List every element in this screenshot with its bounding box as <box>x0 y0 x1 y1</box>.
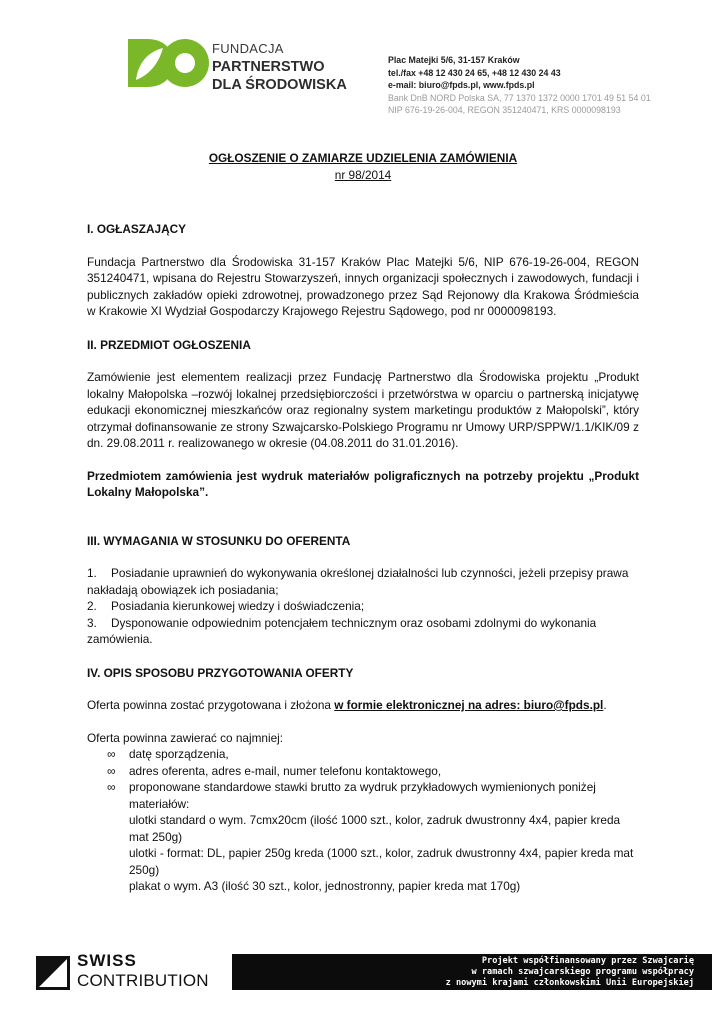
section-2-bold-text: Przedmiotem zamówienia jest wydruk materiałów poligraficznych na potrzeby projektu „Produkt Lokalny Małopolska”. <box>87 468 639 499</box>
contact-ids: NIP 676-19-26-004, REGON 351240471, KRS 0000098193 <box>388 105 621 115</box>
section-2-text: Zamówienie jest elementem realizacji przez Fundację Partnerstwo dla Środowiska projektu „Produkt lokalny Małopolska –rozwój lokalnej przedsiębiorczości i przetwórstwa w oparciu o partnerską inicjatywę edukacji ekonomicznej mieszkańców oraz regionalny system marketingu produktów z Małopolski”, który otrzymał dofinansowanie ze strony Szwajcarsko-Polskiego Programu nr Umowy URP/SPPW/1.1/KIK/09 z dn. 29.08.2011 r. realizowanego w okresie (04.08.2011 do 31.01.2016). <box>87 370 639 450</box>
swiss-flag-icon <box>36 956 70 990</box>
banner-line-2: w ramach szwajcarskiego programu współpracy <box>471 967 694 977</box>
contact-address: Plac Matejki 5/6, 31-157 Kraków <box>388 55 520 65</box>
infinity-bullet-icon: ∞ <box>107 747 116 761</box>
logo-line-3: DLA ŚRODOWISKA <box>212 77 347 93</box>
banner-line-1: Projekt współfinansowany przez Szwajcarię <box>481 956 694 966</box>
offer-email-link[interactable]: w formie elektronicznej na adres: biuro@fpds.pl <box>334 698 604 712</box>
infinity-bullet-icon: ∞ <box>107 780 116 794</box>
swiss-line-1: SWISS <box>77 951 137 970</box>
fundacja-logo-icon <box>125 36 211 90</box>
swiss-line-2: CONTRIBUTION <box>77 971 209 990</box>
banner-line-3: z nowymi krajami członkowskimi Unii Europejskiej <box>445 978 694 988</box>
list-item <box>87 598 639 615</box>
infinity-bullet-icon: ∞ <box>107 763 116 778</box>
offer-contents-intro: Oferta powinna zawierać co najmniej: <box>87 730 284 745</box>
logo-line-2: PARTNERSTWO <box>212 59 325 75</box>
list-text: datę sporządzenia, <box>129 747 229 761</box>
list-number: 2. <box>87 599 97 613</box>
offer-prefix: Oferta powinna zostać przygotowana i złożona <box>87 698 335 712</box>
list-text: proponowane standardowe stawki brutto za wydruk przykładowych wymienionych poniżej materiałów: <box>129 780 596 811</box>
contact-email: e-mail: biuro@fpds.pl, www.fpds.pl <box>388 80 535 90</box>
section-4-heading: IV. OPIS SPOSOBU PRZYGOTOWANIA OFERTY <box>87 665 354 680</box>
list-text: adres oferenta, adres e-mail, numer telefonu kontaktowego, <box>129 763 442 778</box>
offer-submission <box>87 697 639 714</box>
section-3-heading: III. WYMAGANIA W STOSUNKU DO OFERENTA <box>87 533 351 548</box>
logo-wordmark <box>212 40 347 94</box>
contact-phone: tel./fax +48 12 430 24 65, +48 12 430 24 43 <box>388 67 561 78</box>
document-title: OGŁOSZENIE O ZAMIARZE UDZIELENIA ZAMÓWIENIA <box>208 151 518 165</box>
list-text: Posiadanie uprawnień do wykonywania określonej działalności lub czynności, jeżeli przepisy prawa nakładają obowiązek ich posiadania; <box>87 566 629 597</box>
section-2-heading: II. PRZEDMIOT OGŁOSZENIA <box>87 337 251 352</box>
offer-suffix: . <box>603 698 607 712</box>
requirements-list <box>87 565 639 648</box>
material-item: ulotki standard o wym. 7cmx20cm (ilość 1000 szt., kolor, zadruk dwustronny 4x4, papier kreda mat 250g) <box>129 813 621 844</box>
section-1-text: Fundacja Partnerstwo dla Środowiska 31-157 Kraków Plac Matejki 5/6, NIP 676-19-26-004, REGON 351240471, wpisana do Rejestru Stowarzyszeń, innych organizacji społecznych i zawodowych, fundacji i publicznych zakładów opieki zdrowotnej, prowadzonego przez Sąd Rejonowy dla Krakowa Śródmieścia w Krakowie XI Wydział Gospodarczy Krajowego Rejestru Sądowego, pod nr 0000098193. <box>87 254 639 318</box>
list-item <box>87 763 639 780</box>
swiss-contribution-logo <box>77 951 209 991</box>
section-1-heading: I. OGŁASZAJĄCY <box>87 222 186 236</box>
contact-block <box>388 54 651 117</box>
list-item <box>87 565 639 598</box>
list-item <box>87 615 639 648</box>
contact-bank: Bank DnB NORD Polska SA, 77 1370 1372 0000 1701 49 51 54 01 <box>388 92 651 103</box>
offer-contents-list <box>87 746 639 812</box>
list-text: Posiadania kierunkowej wiedzy i doświadczenia; <box>111 599 365 613</box>
document-body <box>87 150 639 895</box>
material-item: ulotki - format: DL, papier 250g kreda (1000 szt., kolor, zadruk dwustronny 4x4, papier kreda mat 250g) <box>129 846 634 877</box>
list-item <box>87 779 639 812</box>
list-number: 1. <box>87 566 97 580</box>
logo-line-1: FUNDACJA <box>212 41 284 56</box>
list-item <box>87 746 639 763</box>
list-text: Dysponowanie odpowiednim potencjałem technicznym oraz osobami zdolnymi do wykonania zamówienia. <box>87 615 597 646</box>
cofinancing-banner <box>232 954 712 990</box>
material-item: plakat o wym. A3 (ilość 30 szt., kolor, jednostronny, papier kreda mat 170g) <box>129 879 521 893</box>
document-number: nr 98/2014 <box>334 167 392 182</box>
list-number: 3. <box>87 615 97 630</box>
